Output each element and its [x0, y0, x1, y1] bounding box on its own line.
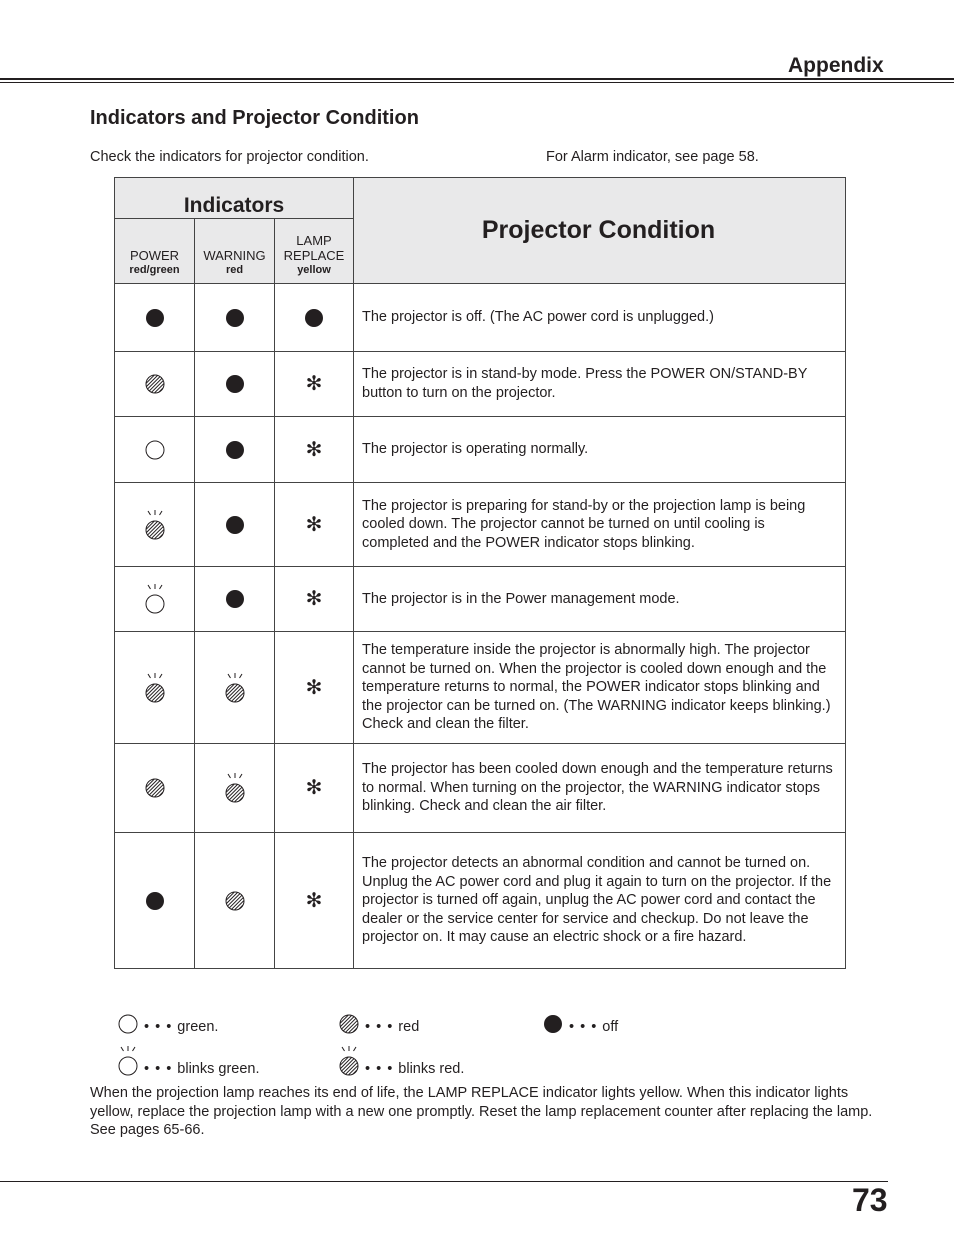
legend-blinks-green: • • • blinks green.	[117, 1045, 260, 1077]
red-indicator-icon	[144, 375, 166, 392]
power-indicator-off	[115, 284, 195, 352]
lamp-replace-any-state	[275, 744, 354, 833]
condition-description: The projector is off. (The AC power cord is unplugged.)	[354, 284, 846, 352]
off-indicator-icon	[144, 892, 166, 909]
column-power: POWER red/green	[115, 219, 195, 284]
header-rule	[0, 78, 954, 80]
warning-indicator-off	[195, 483, 275, 567]
table-row	[115, 567, 846, 632]
condition-description: The projector is preparing for stand-by or the projection lamp is being cooled down. The projector cannot be turned on until cooling is completed and the POWER indicator stops blinking.	[354, 483, 846, 567]
red-indicator-icon	[338, 1013, 360, 1035]
power-indicator-green	[115, 417, 195, 483]
condition-description: The projector has been cooled down enough and the temperature returns to normal. When turning on the projector, the WARNING indicator stops blinking. Check and clean the air filter.	[354, 744, 846, 833]
lamp-indicator-off	[275, 284, 354, 352]
warning-indicator-blinks-red	[195, 632, 275, 744]
lamp-replace-any-state	[275, 567, 354, 632]
table-row	[115, 352, 846, 417]
lamp-replace-any-state	[275, 417, 354, 483]
warning-indicator-off	[195, 284, 275, 352]
warning-indicator-red	[195, 833, 275, 969]
asterisk-icon: ✻	[305, 586, 323, 610]
table-row	[115, 284, 846, 352]
table-row	[115, 417, 846, 483]
indicator-table	[114, 177, 845, 964]
off-indicator-icon	[224, 590, 246, 607]
legend-off: • • • off	[542, 1013, 618, 1035]
off-indicator-icon	[144, 309, 166, 326]
blinks-red-indicator-icon	[144, 679, 166, 696]
power-indicator-off	[115, 833, 195, 969]
legend-blinks-red: • • • blinks red.	[338, 1045, 464, 1077]
legend-red: • • • red	[338, 1013, 419, 1035]
intro-text: Check the indicators for projector condition.	[90, 149, 369, 165]
asterisk-icon: ✻	[305, 674, 323, 699]
page-title: Indicators and Projector Condition	[90, 107, 419, 129]
off-indicator-icon	[224, 441, 246, 458]
blinks-red-indicator-icon	[224, 679, 246, 696]
off-indicator-icon	[542, 1013, 564, 1035]
projector-condition-heading: Projector Condition	[354, 178, 846, 284]
blinking-red-indicator-icon	[338, 1045, 360, 1077]
condition-description: The temperature inside the projector is abnormally high. The projector cannot be turned on. When the projector is cooled down enough and the temperature returns to normal, the POWER indicator stops blinking and the projector can be turned on. (The WARNING indicator keeps blinking.) Check and clean the filter.	[354, 632, 846, 744]
asterisk-icon: ✻	[305, 371, 323, 395]
blinks-red-indicator-icon	[144, 516, 166, 533]
warning-indicator-off	[195, 417, 275, 483]
column-lamp-replace: LAMP REPLACE yellow	[275, 219, 354, 284]
footer-rule	[0, 1181, 888, 1182]
power-indicator-blinks-red	[115, 483, 195, 567]
lamp-replace-note: When the projection lamp reaches its end of life, the LAMP REPLACE indicator lights yellow. When this indicator lights yellow, replace the projection lamp with a new one promptly. Reset the lamp replacement counter after replacing the lamp. See pages 65-66.	[90, 1085, 873, 1139]
column-warning: WARNING red	[195, 219, 275, 284]
lamp-replace-any-state	[275, 833, 354, 969]
table-row	[115, 833, 846, 969]
off-indicator-icon	[224, 309, 246, 326]
condition-description: The projector detects an abnormal condition and cannot be turned on. Unplug the AC power cord and plug it again to turn on the projector. If the projector is turned off again, unplug the AC power cord and contact the dealer or the service center for service and checkup. Do not leave the projector on. It may cause an electric shock or a fire hazard.	[354, 833, 846, 969]
condition-description: The projector is in stand-by mode. Press the POWER ON/STAND-BY button to turn on the projector.	[354, 352, 846, 417]
red-indicator-icon	[224, 892, 246, 909]
header-rule-thin	[0, 82, 954, 83]
asterisk-icon: ✻	[305, 887, 323, 912]
asterisk-icon: ✻	[305, 436, 323, 461]
indicators-heading: Indicators	[115, 178, 354, 219]
page-number: 73	[852, 1182, 888, 1218]
condition-description: The projector is operating normally.	[354, 417, 846, 483]
off-indicator-icon	[303, 309, 325, 326]
table-row	[115, 744, 846, 833]
power-indicator-blinks-green	[115, 567, 195, 632]
warning-indicator-blinks-red	[195, 744, 275, 833]
table-row	[115, 483, 846, 567]
table-row	[115, 632, 846, 744]
lamp-replace-any-state	[275, 483, 354, 567]
off-indicator-icon	[224, 516, 246, 533]
asterisk-icon: ✻	[305, 775, 323, 799]
blinks-green-indicator-icon	[144, 590, 166, 607]
asterisk-icon: ✻	[305, 511, 323, 536]
off-indicator-icon	[224, 375, 246, 392]
legend-green: • • • green.	[117, 1013, 218, 1035]
lamp-replace-any-state	[275, 352, 354, 417]
warning-indicator-off	[195, 352, 275, 417]
red-indicator-icon	[144, 779, 166, 796]
condition-description: The projector is in the Power management mode.	[354, 567, 846, 632]
alarm-reference: For Alarm indicator, see page 58.	[546, 149, 759, 165]
blinking-green-indicator-icon	[117, 1045, 139, 1077]
green-indicator-icon	[144, 441, 166, 458]
warning-indicator-off	[195, 567, 275, 632]
blinks-red-indicator-icon	[224, 779, 246, 796]
section-title: Appendix	[788, 54, 884, 77]
power-indicator-red	[115, 744, 195, 833]
power-indicator-red	[115, 352, 195, 417]
lamp-replace-any-state	[275, 632, 354, 744]
green-indicator-icon	[117, 1013, 139, 1035]
power-indicator-blinks-red	[115, 632, 195, 744]
